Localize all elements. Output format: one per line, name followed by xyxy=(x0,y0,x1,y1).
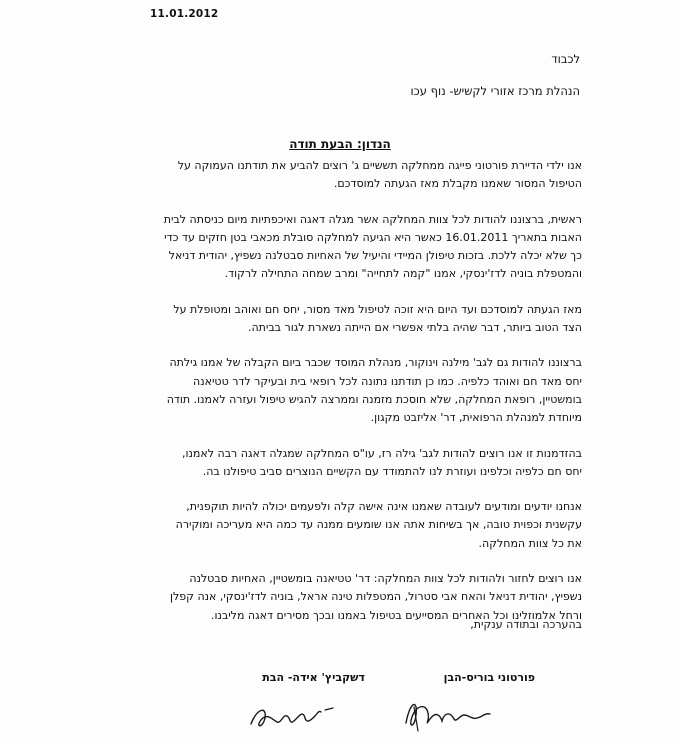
letter-body xyxy=(162,157,582,642)
body-paragraph: אנחנו יודעים ומודעים לעובדה שאמנו אינה אישה קלה ולפעמים יכולה להיות תוקפנית, עקשנית וכפוית טובה, אך בשיחות אתה אנו שומעים ממנה עד כמה היא מעריכה ומוקירה את כל צוות המחלקה. xyxy=(175,500,582,550)
letter-subject: הנדון: הבעת תודה xyxy=(289,137,391,151)
signatory-name: דשקביץ' אידה- הבת xyxy=(262,671,365,684)
body-paragraph: מאז הגעתה למוסדכם ועד היום היא זוכה לטיפול מאד מסור, יחס חם ואוהב ומטופלת על הצד הטוב ביותר, דבר שהיה בלתי אפשרי אם הייתה נשארת לגור בביתה. xyxy=(173,302,582,335)
body-paragraph: אנו רוצים לחזור ולהודות לכל צוות המחלקה: דר' טטיאנה בומשטיין, האחיות סבטלנה נשפיץ, יהודית דניאל והאח אבי סטרול, המטפלות טינה אראל, בוניה לדז'ינסקי, אנה קפלן ורחל אלמוזלינו וכל האחרים המסייעים בטיפול באמנו ובכך מסירים דאגה מליבנו. xyxy=(170,572,582,622)
recipient-line: הנהלת מרכז אזורי לקשיש- נוף עכו xyxy=(410,84,580,98)
letter-date: 11.01.2012 xyxy=(150,8,219,20)
signatory-name: פורטוני בוריס-הבן xyxy=(443,671,535,684)
signature-image xyxy=(400,693,495,733)
signature-image xyxy=(245,700,340,732)
body-paragraph: ראשית, ברצוננו להודות לכל צוות המחלקה אשר מגלה דאגה ואיכפתיות מיום כניסתה לבית האבות בתאריך 16.01.2011 כאשר היא הגיעה למחלקה סובלת מכאבי בטן חזקים עד כדי כך שלא יכלה ללכת. בזכות טיפולן המיידי והיעיל של האחיות סבטלנה נשפיץ, יהודית דניאל והמטפלת בוניה לדז'ינסקי, אמנו "קמה לתחייה" ומרב שמחה התחילה לרקוד. xyxy=(163,212,582,281)
body-paragraph: ברצוננו להודות גם לגב' מילנה וינוקור, מנהלת המוסד שכבר ביום הקבלה של אמנו גילתה יחס מאד חם ואוהד כלפיה. כמו כן תודתנו נתונה לכל רופאי בית ובעיקר לדר טטיאנה בומשטיין, רופאת המחלקה, שלא חוסכת מזמנה וממרצה להגיש טיפול ועזרה לאמנו. תודה מיוחדת למנהלת הרפואית, דר' אליזבט מקגון. xyxy=(166,356,582,425)
body-paragraph: בהזדמנות זו אנו רוצים להודות לגב' גילה רז, עו"ס המחלקה שמגלה דאגה רבה לאמנו, יחס חם כלפיה וכלפינו ועוזרת לנו להתמודד עם הקשיים הנוצרים סביב טיפולנו בה. xyxy=(182,446,582,478)
closing-line: בהערכה ובתודה ענקית, xyxy=(470,618,582,631)
salutation: לכבוד xyxy=(551,52,580,66)
body-paragraph: אנו ילדי הדיירת פורטוני פייגה ממחלקה תששיים ג' רוצים להביע את תודתנו העמוקה על הטיפול המסור שאמנו מקבלת מאז הגעתה למוסדכם. xyxy=(177,159,582,191)
